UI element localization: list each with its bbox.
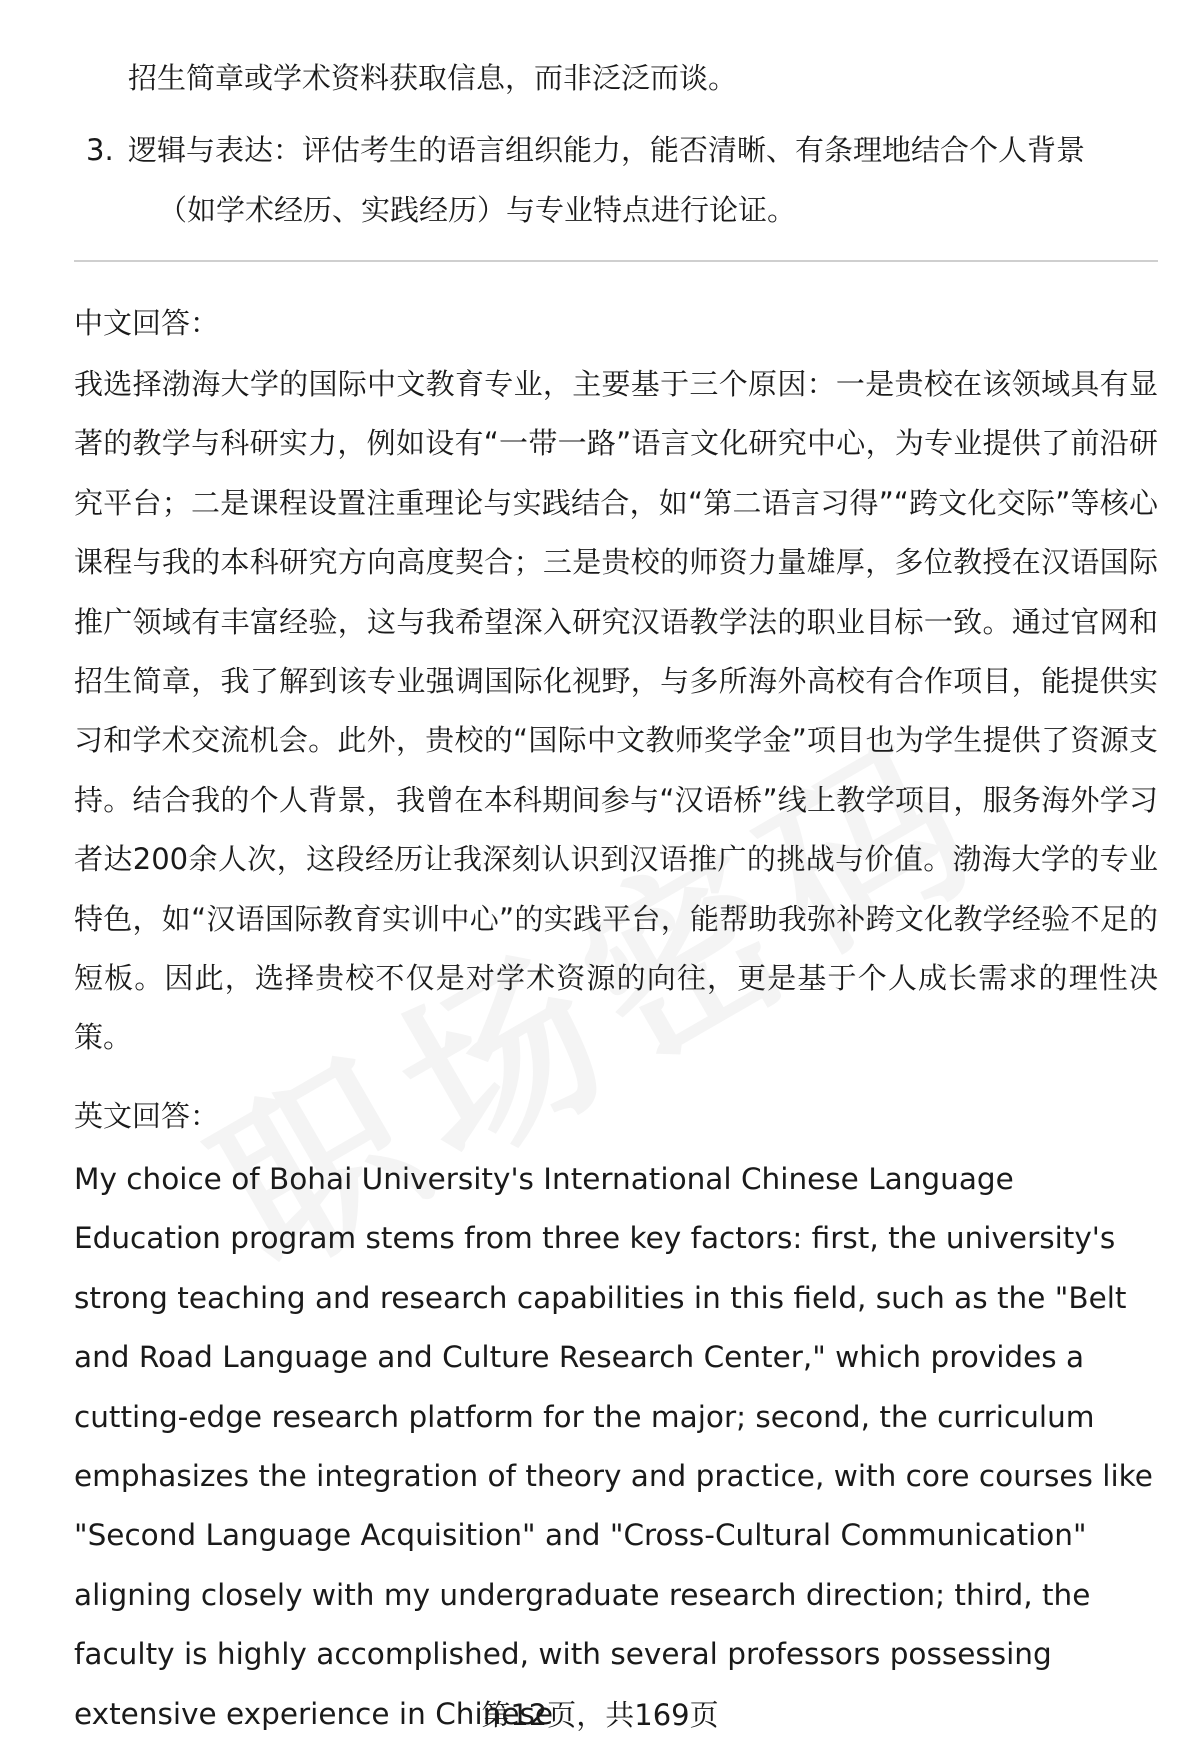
english-answer-text: My choice of Bohai University's International Chinese Language Education program stems from three key factors: first, the university's strong teaching and research capabilities in this field, such as the "Belt and Road Language and Culture Research Center," which provides a cutting-edge research platform for the major; second, the curriculum emphasizes the integration of theory and practice, with core courses like "Second Language Acquisition" and "Cross-Cultural Communication" aligning closely with my undergraduate research direction; third, the faculty is highly accomplished, with several professors possessing extensive experience in Chinese: [74, 1162, 1153, 1731]
page-number: 第12页，共169页: [481, 1698, 719, 1732]
chinese-answer-label: 中文回答：: [74, 306, 220, 340]
criteria-item-line2: （如学术经历、实践经历）与专业特点进行论证。: [158, 193, 797, 227]
criteria-item-number: 3.: [86, 133, 114, 167]
criteria-item-line1: 逻辑与表达：评估考生的语言组织能力，能否清晰、有条理地结合个人背景: [128, 133, 1086, 167]
criteria-continuation: 招生简章或学术资料获取信息，而非泛泛而谈。: [128, 61, 738, 95]
english-answer-label: 英文回答：: [74, 1099, 220, 1133]
chinese-answer-text: 我选择渤海大学的国际中文教育专业，主要基于三个原因：一是贵校在该领域具有显著的教学与科研实力，例如设有“一带一路”语言文化研究中心，为专业提供了前沿研究平台；二是课程设置注重理论与实践结合，如“第二语言习得”“跨文化交际”等核心课程与我的本科研究方向高度契合；三是贵校的师资力量雄厚，多位教授在汉语国际推广领域有丰富经验，这与我希望深入研究汉语教学法的职业目标一致。通过官网和招生简章，我了解到该专业强调国际化视野，与多所海外高校有合作项目，能提供实习和学术交流机会。此外，贵校的“国际中文教师奖学金”项目也为学生提供了资源支持。结合我的个人背景，我曾在本科期间参与“汉语桥”线上教学项目，服务海外学习者达200余人次，这段经历让我深刻认识到汉语推广的挑战与价值。渤海大学的专业特色，如“汉语国际教育实训中心”的实践平台，能帮助我弥补跨文化教学经验不足的短板。因此，选择贵校不仅是对学术资源的向往，更是基于个人成长需求的理性决策。: [74, 367, 1158, 1055]
criteria-item-3: [86, 120, 1146, 240]
section-divider: [74, 260, 1158, 262]
criteria-item-body: [128, 120, 1128, 240]
